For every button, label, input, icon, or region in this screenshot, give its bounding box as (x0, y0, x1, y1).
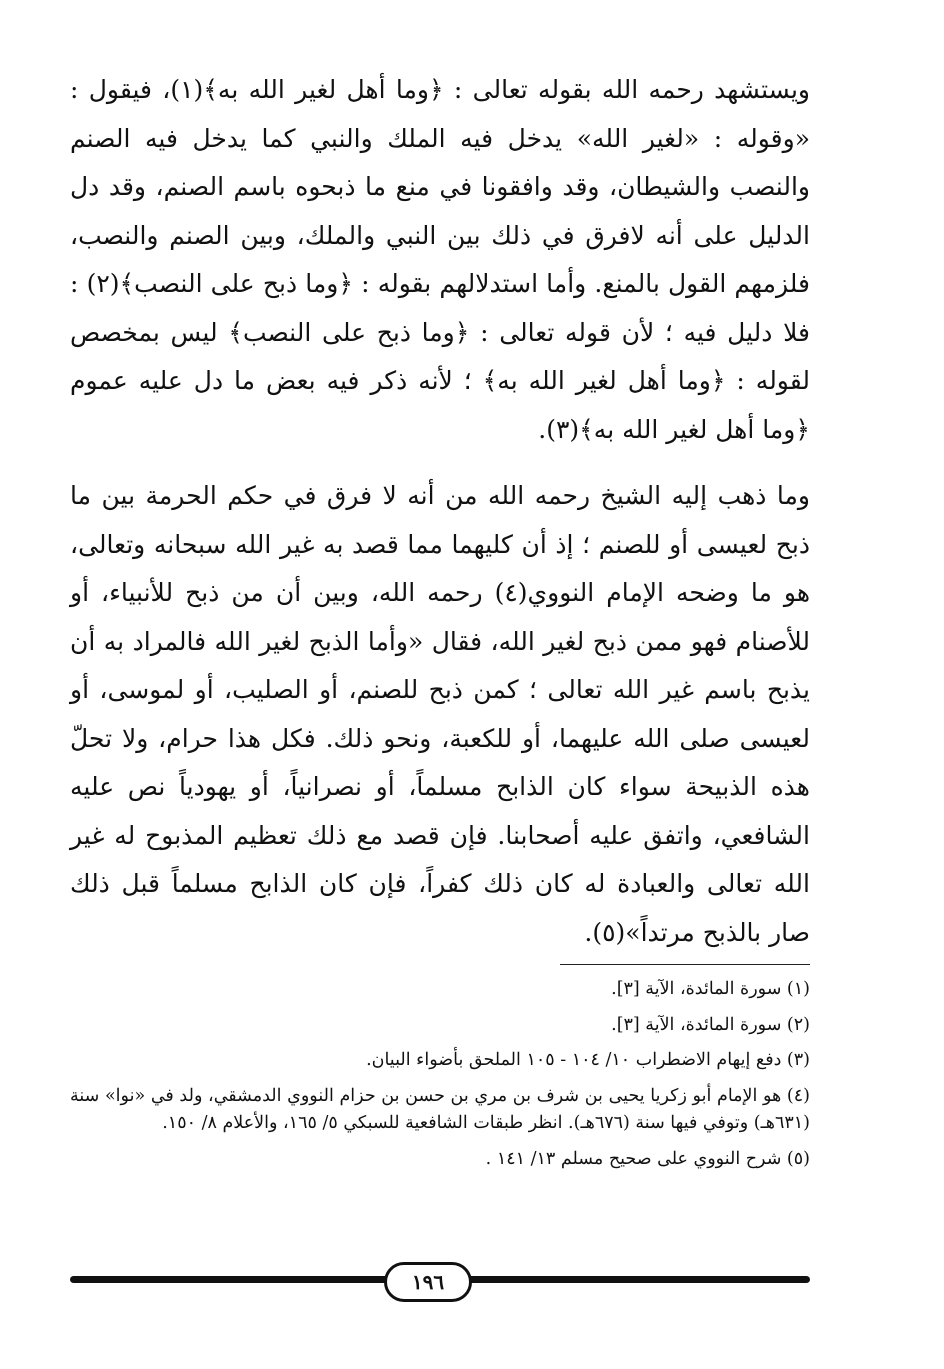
footnote-separator (560, 964, 810, 965)
footnote-1: (١) سورة المائدة، الآية [٣]. (611, 979, 810, 999)
paragraph-1: ويستشهد رحمه الله بقوله تعالى : ﴿وما أهل لغير الله به﴾(١)، فيقول : «وقوله : «لغير الله» يدخل فيه الملك والنبي كما يدخل فيه الصنم والنصب والشيطان، وقد وافقونا في منع ما ذبحوه باسم الصنم، وقد دل الدليل على أنه لافرق في ذلك بين النبي والملك، وبين الصنم والنصب، فلزمهم القول بالمنع. وأما استدلالهم بقوله : ﴿وما ذبح على النصب﴾(٢) : فلا دليل فيه ؛ لأن قوله تعالى : ﴿وما ذبح على النصب﴾ ليس بمخصص لقوله : ﴿وما أهل لغير الله به﴾ ؛ لأنه ذكر فيه بعض ما دل عليه عموم ﴿وما أهل لغير الله به﴾(٣). (70, 75, 810, 444)
footnote-3: (٣) دفع إيهام الاضطراب ١٠/ ١٠٤ - ١٠٥ الملحق بأضواء البيان. (366, 1050, 810, 1070)
page-number: ١٩٦ (384, 1262, 472, 1302)
paragraph-2: وما ذهب إليه الشيخ رحمه الله من أنه لا فرق في حكم الحرمة بين ما ذبح لعيسى أو للصنم ؛ إذ أن كليهما مما قصد به غير الله سبحانه وتعالى، هو ما وضحه الإمام النووي(٤) رحمه الله، وبين أن من ذبح للأنبياء، أو للأصنام فهو ممن ذبح لغير الله، فقال «وأما الذبح لغير الله فالمراد به أن يذبح باسم غير الله تعالى ؛ كمن ذبح للصنم، أو الصليب، أو لموسى، أو لعيسى صلى الله عليهما، أو للكعبة، ونحو ذلك. فكل هذا حرام، ولا تحلّ هذه الذبيحة سواء كان الذابح مسلماً، أو نصرانياً، أو يهودياً نص عليه الشافعي، واتفق عليه أصحابنا. فإن قصد مع ذلك تعظيم المذبوح له غير الله تعالى والعبادة له كان ذلك كفراً، فإن كان الذابح مسلماً قبل ذلك صار بالذبح مرتداً»(٥). (70, 481, 811, 947)
footnotes (70, 976, 810, 1181)
footnote-5: (٥) شرح النووي على صحيح مسلم ١٣/ ١٤١ . (485, 1148, 810, 1169)
footnote-4: (٤) هو الإمام أبو زكريا يحيى بن شرف بن مري بن حسن بن حزام النووي الدمشقي، ولد في «نوا» سنة (٦٣١هـ) وتوفي فيها سنة (٦٧٦هـ). انظر طبقات الشافعية للسبكي ٥/ ١٦٥، والأعلام ٨/ ١٥٠. (70, 1085, 810, 1133)
page-body (70, 66, 810, 1286)
footnote-2: (٢) سورة المائدة، الآية [٣]. (611, 1014, 810, 1035)
